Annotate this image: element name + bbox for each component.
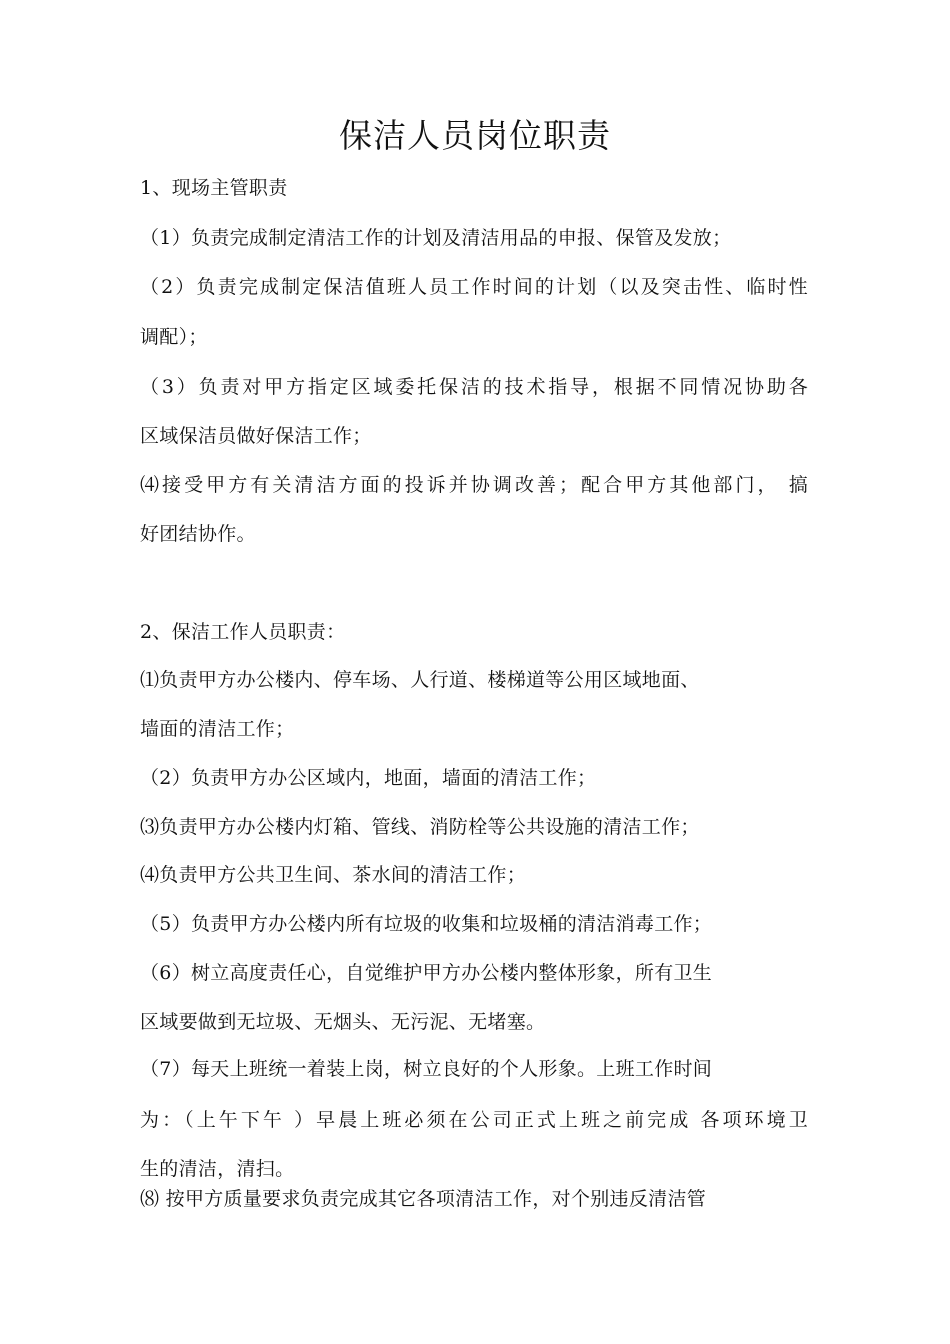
- page-title: 保洁人员岗位职责: [339, 116, 611, 155]
- section-2-line: ⑷负责甲方公共卫生间、茶水间的清洁工作；: [140, 864, 527, 886]
- section-1-heading: 1、现场主管职责: [140, 177, 288, 199]
- section-2-line: 为：（上午下午 ）早晨上班必须在公司正式上班之前完成 各项环境卫: [140, 1109, 808, 1131]
- section-2-line: ⑻ 按甲方质量要求负责完成其它各项清洁工作，对个别违反清洁管: [140, 1188, 707, 1210]
- section-2-line: （7）每天上班统一着装上岗，树立良好的个人形象。上班工作时间: [140, 1058, 713, 1080]
- section-1-line: 区域保洁员做好保洁工作；: [140, 425, 372, 447]
- section-2-line: 生的清洁，清扫。: [140, 1158, 295, 1180]
- section-2-line: ⑴负责甲方办公楼内、停车场、人行道、楼梯道等公用区域地面、: [140, 669, 700, 691]
- section-2-line: ⑶负责甲方办公楼内灯箱、管线、消防栓等公共设施的清洁工作；: [140, 816, 700, 838]
- section-1-line: （3）负责对甲方指定区域委托保洁的技术指导，根据不同情况协助各: [140, 376, 808, 398]
- section-1-line: （1）负责完成制定清洁工作的计划及清洁用品的申报、保管及发放；: [140, 227, 732, 249]
- section-2-heading: 2、保洁工作人员职责：: [140, 621, 346, 643]
- section-1-line: 调配）；: [140, 326, 208, 348]
- section-1-line: （2）负责完成制定保洁值班人员工作时间的计划（以及突击性、临时性: [140, 276, 808, 298]
- section-2-line: （6）树立高度责任心，自觉维护甲方办公楼内整体形象，所有卫生: [140, 962, 713, 984]
- section-1-line: ⑷接受甲方有关清洁方面的投诉并协调改善；配合甲方其他部门， 搞: [140, 474, 808, 496]
- section-2-line: （5）负责甲方办公楼内所有垃圾的收集和垃圾桶的清洁消毒工作；: [140, 913, 713, 935]
- section-2-line: 墙面的清洁工作；: [140, 718, 295, 740]
- section-2-line: 区域要做到无垃圾、无烟头、无污泥、无堵塞。: [140, 1011, 546, 1033]
- section-1-line: 好团结协作。: [140, 523, 256, 545]
- section-2-line: （2）负责甲方办公区域内，地面，墙面的清洁工作；: [140, 767, 597, 789]
